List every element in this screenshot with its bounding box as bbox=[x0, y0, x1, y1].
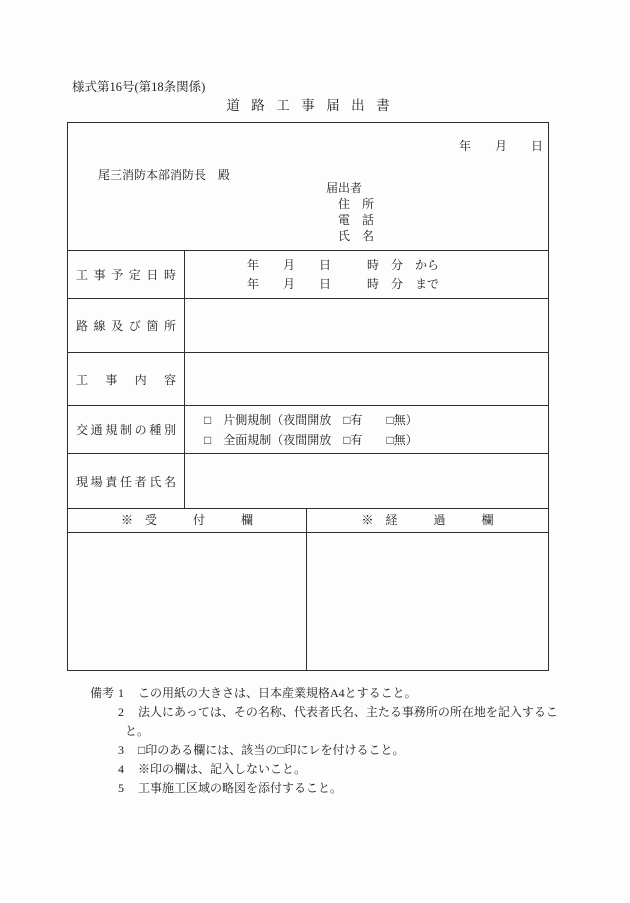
row-route-location bbox=[68, 299, 548, 353]
row-construction-content bbox=[68, 353, 548, 406]
row-label-site-manager-name: 現場責任者氏名 bbox=[68, 454, 185, 508]
reception-column-header: ※ 受 付 欄 bbox=[68, 509, 307, 532]
schedule-end-line: 年 月 日 時 分 まで bbox=[247, 276, 440, 291]
row-traffic-regulation bbox=[68, 406, 548, 454]
site-manager-blank-area bbox=[185, 454, 548, 508]
full-regulation-option: □ 全面規制（夜間開放 □有 □無） bbox=[204, 432, 418, 447]
form-number: 様式第16号(第18条関係) bbox=[72, 80, 206, 94]
schedule-start-line: 年 月 日 時 分 から bbox=[247, 257, 440, 272]
office-use-header-row bbox=[68, 509, 548, 533]
note-text: ※印の欄は、記入しないこと。 bbox=[138, 762, 307, 776]
row-label-route-location: 路線及び箇所 bbox=[68, 299, 185, 352]
note-number: 4 bbox=[118, 762, 124, 776]
note-item-2-continuation: と。 bbox=[125, 724, 150, 738]
note-number: 1 bbox=[118, 686, 124, 700]
document-title: 道路工事届出書 bbox=[226, 98, 402, 113]
office-use-body-row bbox=[68, 533, 548, 670]
applicant-label: 届出者 bbox=[326, 181, 363, 195]
row-site-manager-name bbox=[68, 454, 548, 509]
progress-column-header: ※ 経 過 欄 bbox=[361, 513, 494, 527]
applicant-address-field: 住 所 bbox=[338, 197, 375, 211]
remarks-section bbox=[90, 684, 590, 798]
note-number: 2 bbox=[118, 705, 124, 719]
applicant-name-field: 氏 名 bbox=[338, 229, 375, 243]
note-item-1 bbox=[90, 684, 590, 703]
note-number: 5 bbox=[118, 781, 124, 795]
form-table bbox=[67, 122, 549, 671]
applicant-phone-field: 電 話 bbox=[338, 213, 375, 227]
date-field: 年 月 日 bbox=[458, 139, 543, 153]
note-item-5 bbox=[90, 779, 590, 798]
applicant-block bbox=[326, 180, 374, 244]
progress-blank-area bbox=[307, 533, 548, 670]
schedule-datetime-area bbox=[185, 251, 548, 298]
route-location-blank-area bbox=[185, 299, 548, 352]
note-item-4 bbox=[90, 760, 590, 779]
note-text: 工事施工区域の略図を添付すること。 bbox=[138, 781, 343, 795]
note-number: 3 bbox=[118, 743, 124, 757]
construction-content-blank-area bbox=[185, 353, 548, 405]
note-item-3 bbox=[90, 741, 590, 760]
row-label-construction-content: 工事内容 bbox=[68, 353, 185, 405]
addressee: 尾三消防本部消防長 殿 bbox=[98, 168, 231, 182]
row-label-traffic-regulation: 交通規制の種別 bbox=[68, 406, 185, 453]
row-label-construction-schedule: 工事予定日時 bbox=[68, 251, 185, 298]
note-text: □印のある欄には、該当の□印にレを付けること。 bbox=[138, 743, 405, 757]
reception-blank-area bbox=[68, 533, 307, 670]
note-text: この用紙の大きさは、日本産業規格A4とすること。 bbox=[138, 686, 417, 700]
remarks-label: 備考 bbox=[90, 686, 115, 700]
traffic-regulation-options bbox=[185, 406, 548, 453]
note-item-2 bbox=[90, 703, 590, 722]
row-construction-schedule bbox=[68, 251, 548, 299]
one-side-regulation-option: □ 片側規制（夜間開放 □有 □無） bbox=[204, 412, 418, 427]
header-cell bbox=[68, 123, 548, 251]
note-text: 法人にあっては、その名称、代表者氏名、主たる事務所の所在地を記入するこ bbox=[138, 705, 558, 719]
